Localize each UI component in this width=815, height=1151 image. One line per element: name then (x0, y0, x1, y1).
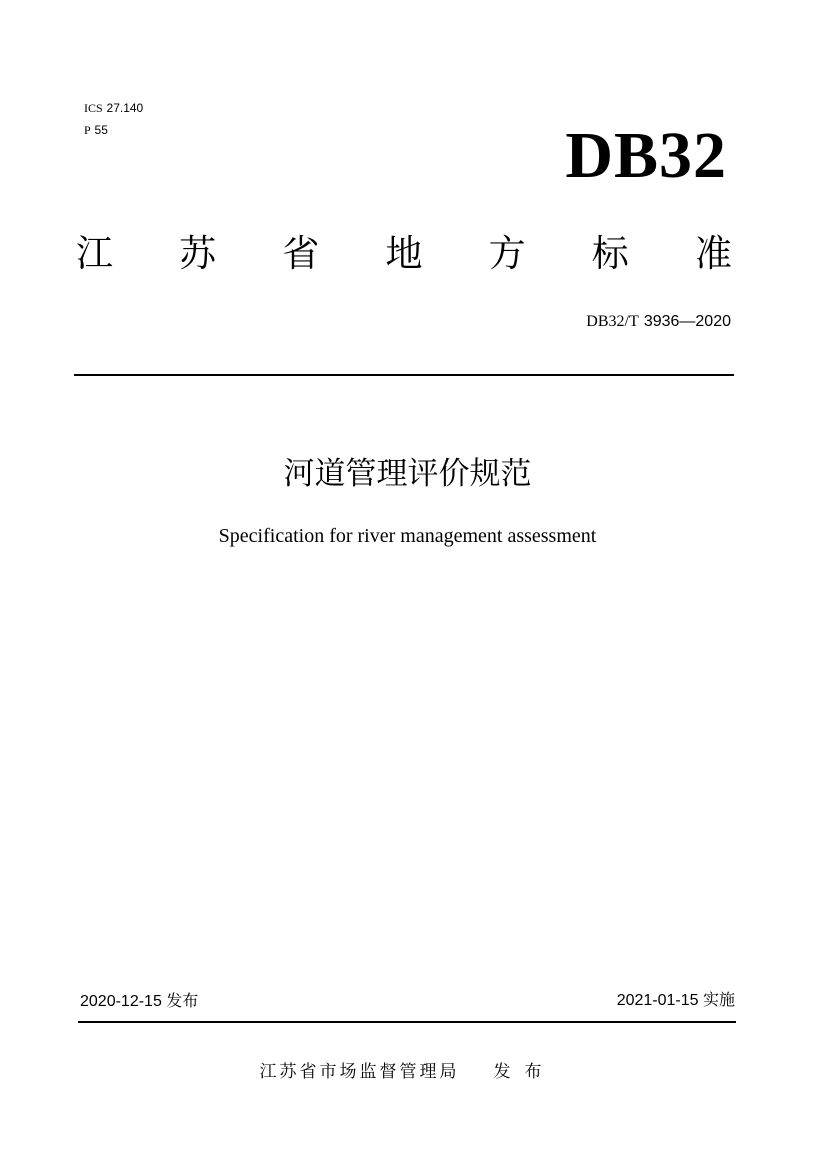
standard-type-char: 地 (385, 232, 423, 275)
standard-type-char: 标 (591, 232, 629, 275)
standard-type-char: 准 (694, 232, 732, 275)
standard-code-logo: DB32 (565, 119, 727, 192)
footer-divider (78, 1021, 736, 1023)
standard-type-char: 方 (488, 232, 526, 275)
ccs-classification (84, 123, 108, 137)
publisher-org: 江苏省市场监督管理局 (259, 1062, 460, 1082)
standard-type-char: 江 (76, 232, 113, 275)
header-divider (74, 374, 734, 376)
title-english: Specification for river management assessment (218, 525, 597, 547)
standard-number (586, 311, 731, 332)
standard-number-prefix: DB32/T (586, 313, 639, 330)
standard-type-char: 苏 (179, 232, 217, 275)
publish-date: 2020-12-15 发布 (80, 993, 199, 1010)
standard-type-heading (76, 226, 732, 282)
publish-word: 发布 (493, 1062, 556, 1082)
publisher-line (0, 1060, 815, 1084)
ics-prefix: ICS (84, 101, 103, 115)
standard-type-char: 省 (282, 232, 320, 275)
standard-number-value: 3936—2020 (643, 313, 731, 330)
implement-date: 2021-01-15 实施 (616, 992, 735, 1009)
ccs-code: 55 (94, 123, 108, 137)
ics-classification (84, 101, 143, 115)
title-chinese: 河道管理评价规范 (283, 456, 532, 492)
ics-code: 27.140 (106, 101, 144, 115)
ccs-prefix: P (84, 123, 91, 137)
